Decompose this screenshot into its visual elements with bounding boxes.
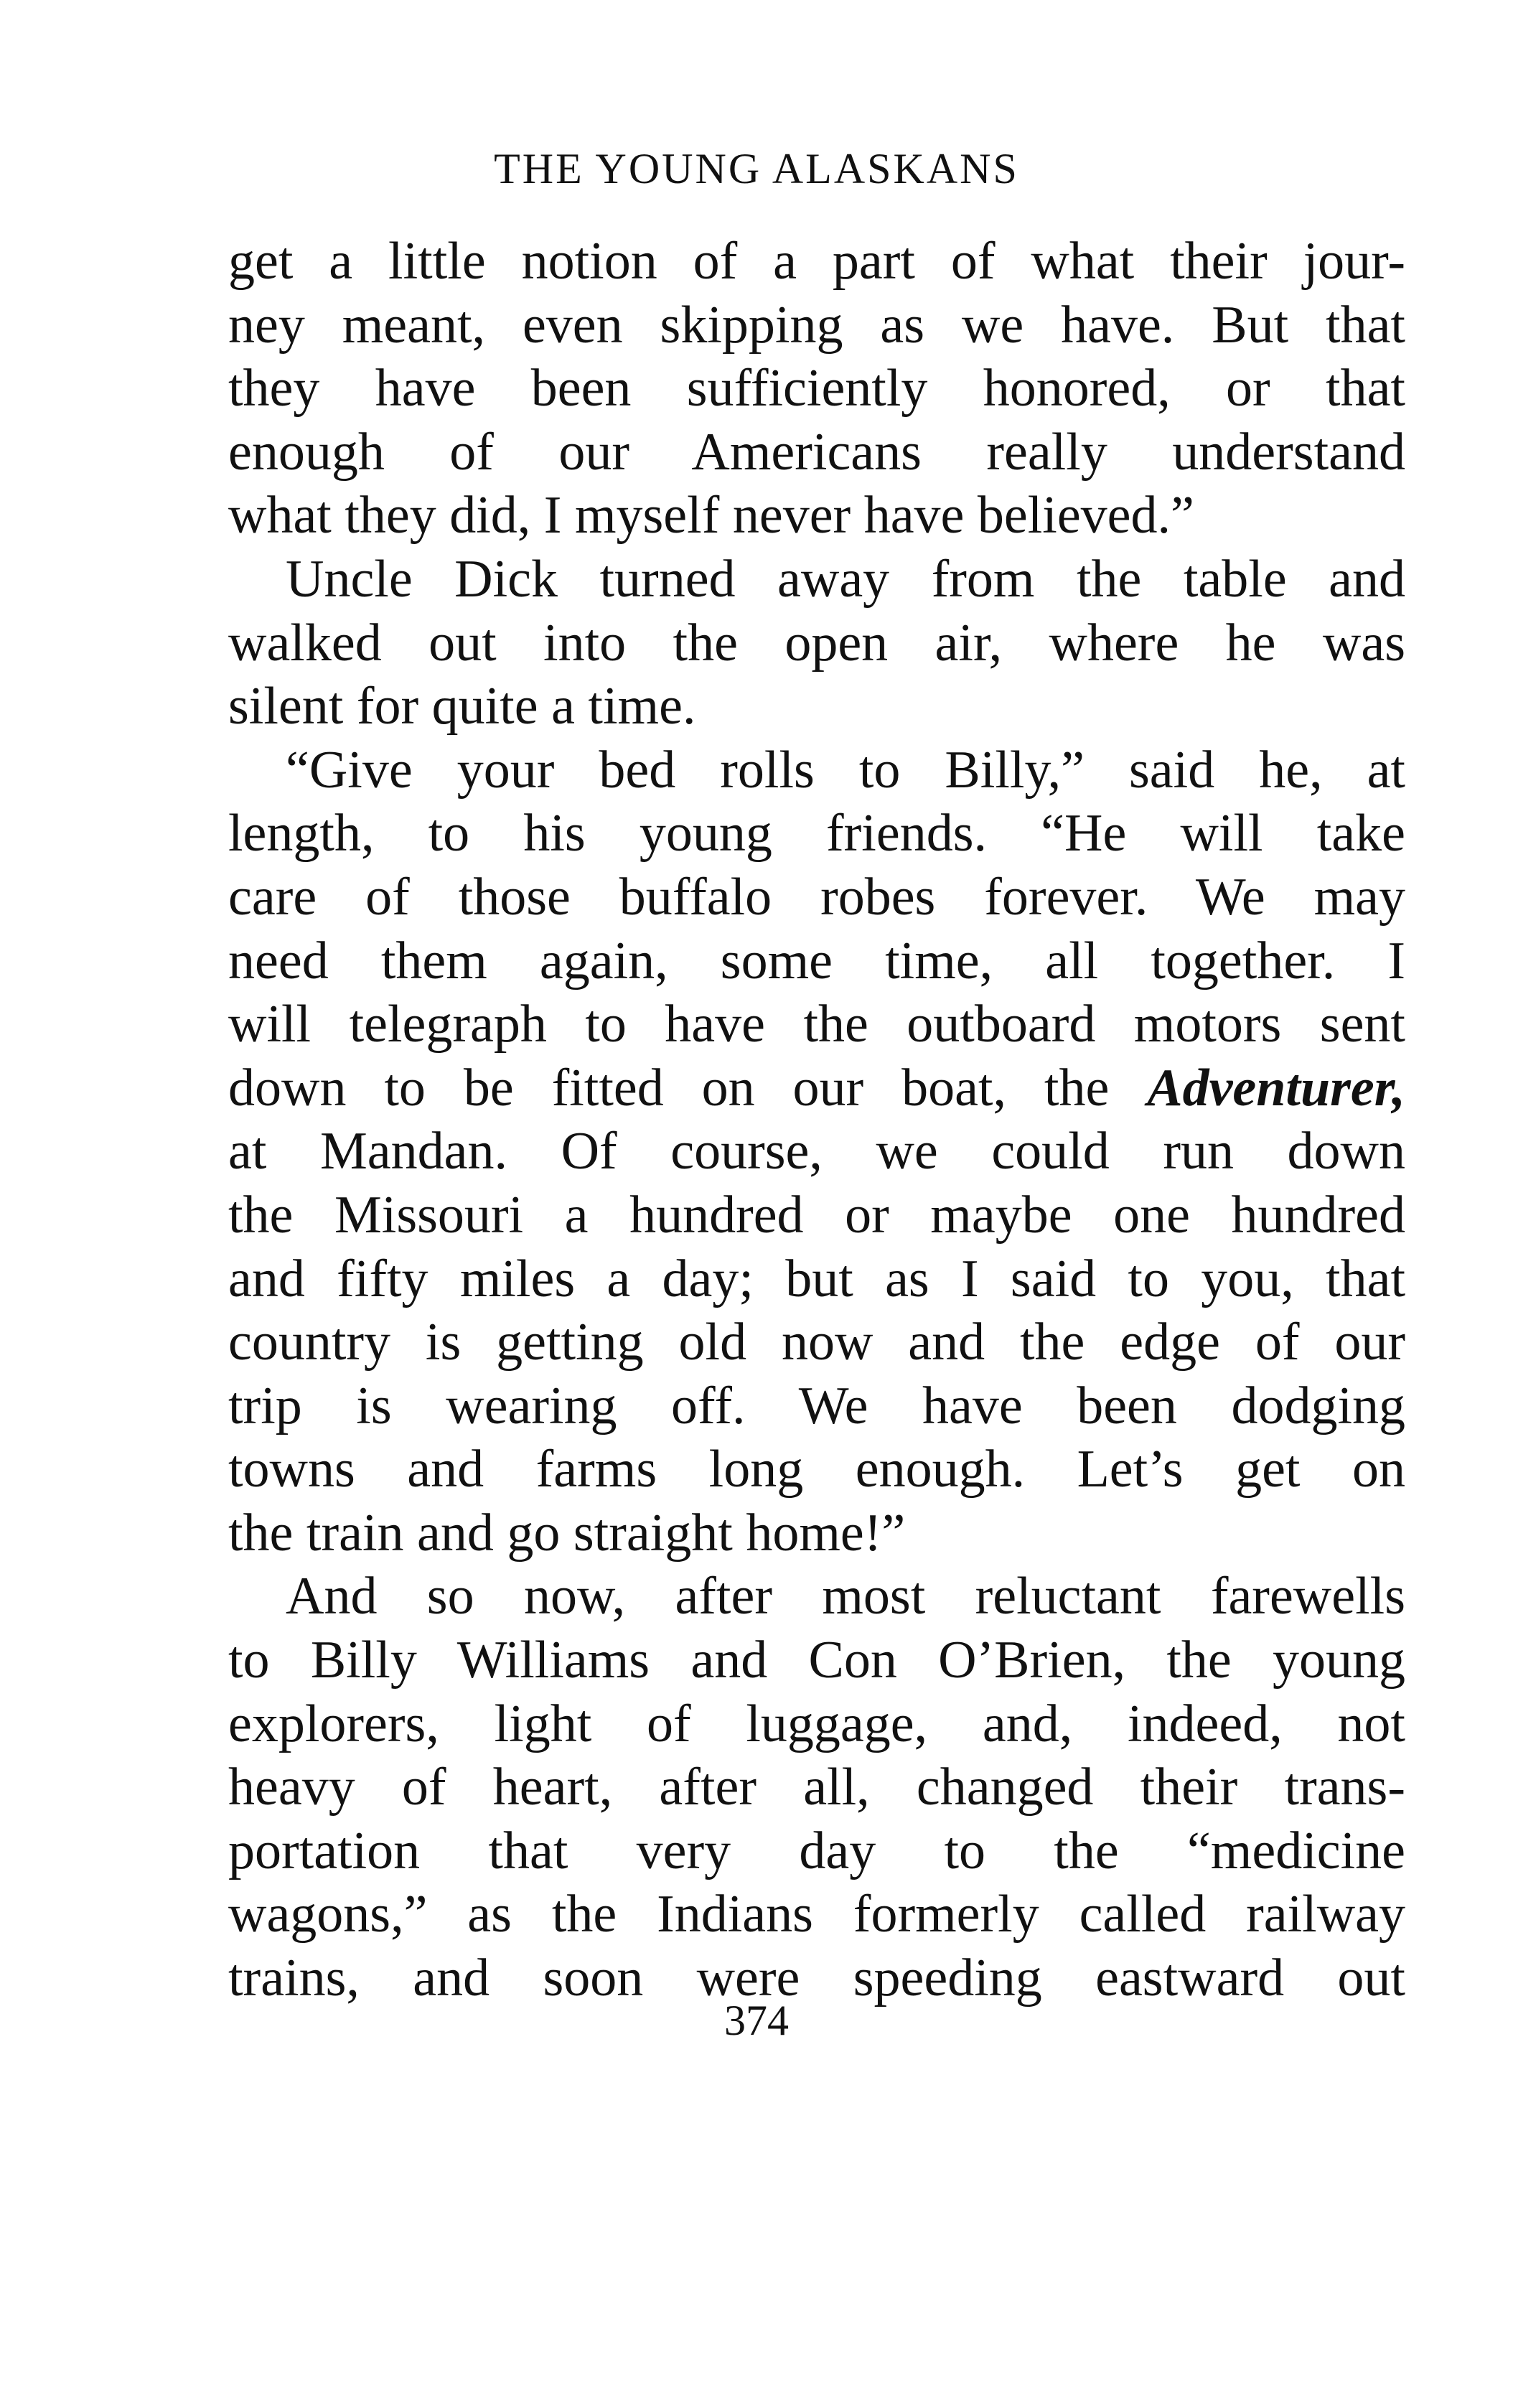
text-line: “Give your bed rolls to Billy,” said he, at — [286, 740, 1405, 800]
page-number: 374 — [724, 1997, 789, 2044]
text-line: towns and farms long enough. Let’s get on — [228, 1440, 1405, 1499]
text-line: what they did, I myself never have believed.” — [228, 486, 1194, 545]
text-line: get a little notion of a part of what their jour- — [228, 232, 1405, 291]
text-line: to Billy Williams and Con O’Brien, the young — [228, 1631, 1405, 1690]
text-line: the Missouri a hundred or maybe one hundred — [228, 1185, 1405, 1245]
body-text — [228, 230, 1405, 2010]
text-line: length, to his young friends. “He will take — [228, 804, 1405, 863]
text-line: trip is wearing off. We have been dodging — [228, 1376, 1405, 1435]
text-line: will telegraph to have the outboard motors sent — [228, 995, 1405, 1054]
text-line: the train and go straight home!” — [228, 1503, 906, 1563]
text-line: ney meant, even skipping as we have. But that — [228, 295, 1405, 355]
text-line: and fifty miles a day; but as I said to you, that — [228, 1249, 1405, 1308]
text-line: And so now, after most reluctant farewells — [286, 1567, 1405, 1626]
text-line: enough of our Americans really understand — [228, 422, 1405, 482]
text-line: they have been sufficiently honored, or that — [228, 359, 1405, 418]
text-line: explorers, light of luggage, and, indeed, not — [228, 1694, 1405, 1753]
text-line: at Mandan. Of course, we could run down — [228, 1122, 1405, 1181]
text-line: country is getting old now and the edge of our — [228, 1313, 1405, 1372]
text-line: Uncle Dick turned away from the table and — [286, 549, 1405, 609]
boat-name-italic: Adventurer, — [1147, 1058, 1405, 1118]
text-line: wagons,” as the Indians formerly called railway — [228, 1885, 1405, 1944]
text-line: care of those buffalo robes forever. We may — [228, 867, 1405, 927]
text-line: need them again, some time, all together. I — [228, 931, 1405, 990]
text-line: portation that very day to the “medicine — [228, 1821, 1405, 1880]
text-line: walked out into the open air, where he was — [228, 613, 1405, 673]
text-line: heavy of heart, after all, changed their trans- — [228, 1758, 1405, 1817]
text-line: silent for quite a time. — [228, 677, 696, 736]
running-head: THE YOUNG ALASKANS — [494, 145, 1019, 192]
text-line: trains, and soon were speeding eastward out — [228, 1949, 1405, 2008]
text-line — [228, 1057, 1405, 1120]
text-segment: down to be fitted on our boat, the — [228, 1058, 1148, 1118]
